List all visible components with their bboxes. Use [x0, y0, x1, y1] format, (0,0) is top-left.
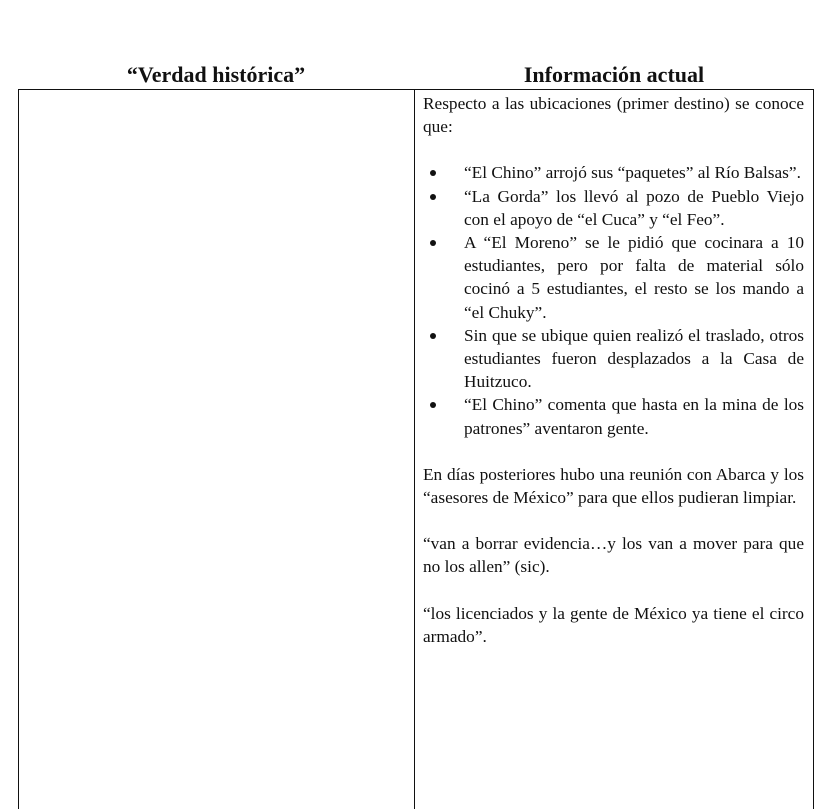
bullet-item — [423, 185, 804, 231]
column-header-verdad-historica: “Verdad histórica” — [126, 62, 306, 87]
bullet-text: “El Chino” arrojó sus “paquetes” al Río Balsas”. — [464, 163, 801, 183]
bullet-text: A “El Moreno” se le pidió que cocinara a 10 estudiantes, pero por falta de material sólo cocinó a 5 estudiantes, el resto se los mando a “el Chuky”. — [464, 233, 804, 322]
bullet-item — [423, 161, 804, 184]
bullet-dot-icon — [430, 333, 436, 339]
circus-quote: “los licenciados y la gente de México ya tiene el circo armado”. — [423, 603, 804, 646]
bullet-dot-icon — [430, 170, 436, 176]
bullet-item — [423, 393, 804, 439]
bullet-dot-icon — [430, 240, 436, 246]
evidence-quote: “van a borrar evidencia…y los van a mover para que no los allen” (sic). — [423, 534, 804, 577]
bullet-text: Sin que se ubique quien realizó el traslado, otros estudiantes fueron desplazados a la Casa de Huitzuco. — [464, 325, 804, 392]
bullet-item — [423, 324, 804, 394]
bullet-text: “El Chino” comenta que hasta en la mina de los patrones” aventaron gente. — [464, 395, 804, 438]
meeting-paragraph: En días posteriores hubo una reunión con Abarca y los “asesores de México” para que ellos pudieran limpiar. — [423, 464, 804, 508]
locations-bullet-list — [423, 161, 804, 439]
column-header-informacion-actual: Información actual — [523, 62, 705, 87]
right-cell-content — [423, 92, 804, 648]
bullet-dot-icon — [430, 194, 436, 200]
left-cell-empty — [20, 91, 412, 787]
bullet-text: “La Gorda” los llevó al pozo de Pueblo Viejo con el apoyo de “el Cuca” y “el Feo”. — [464, 186, 804, 229]
bullet-item — [423, 231, 804, 324]
bullet-dot-icon — [430, 402, 436, 408]
column-divider — [414, 89, 415, 809]
intro-paragraph: Respecto a las ubicaciones (primer destino) se conoce que: — [423, 94, 804, 137]
